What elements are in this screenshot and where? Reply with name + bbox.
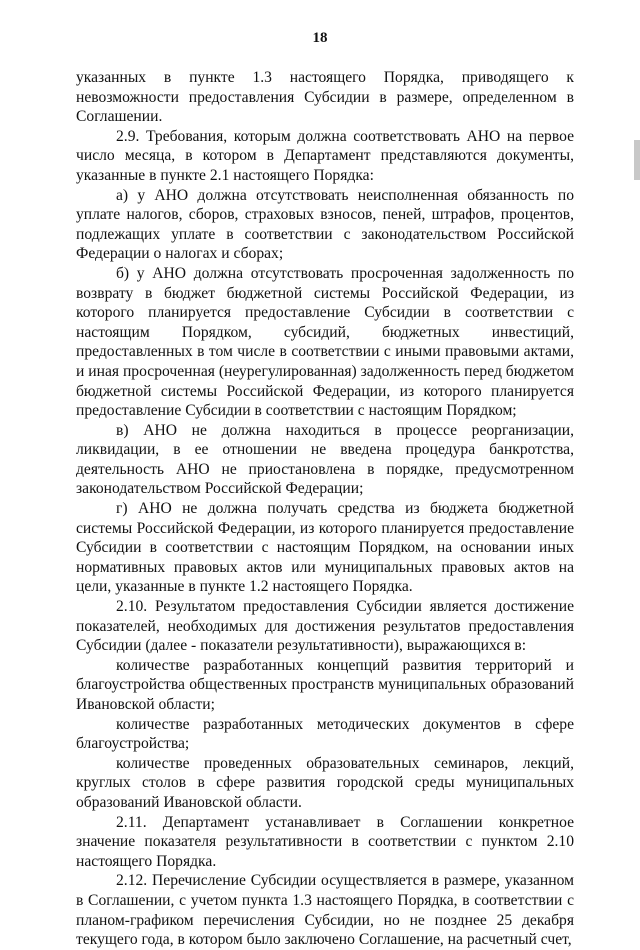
paragraph-2-10-item-3: количестве проведенных образовательных семинаров, лекций, круглых столов в сфере развития городской среды муниципальных образований Ивановской области. xyxy=(76,754,574,811)
paragraph-2-10: 2.10. Результатом предоставления Субсидии является достижение показателей, необходимых для достижения результатов предоставления Субсидии (далее - показатели результативности), выражающихся в: xyxy=(76,598,574,655)
paragraph-2-9-v: в) АНО не должна находиться в процессе реорганизации, ликвидации, в ее отношении не введена процедура банкротства, деятельность АНО не приостановлена в порядке, предусмотренном законодательством Российской Федерации; xyxy=(76,421,574,498)
paragraph-2-10-item-1: количестве разработанных концепций развития территорий и благоустройства общественных пространств муниципальных образований Ивановской области; xyxy=(76,656,574,713)
document-body xyxy=(76,68,574,950)
paragraph-continuation: указанных в пункте 1.3 настоящего Порядка, приводящего к невозможности предоставления Субсидии в размере, определенном в Соглашении. xyxy=(76,69,574,126)
paragraph-2-10-item-2: количестве разработанных методических документов в сфере благоустройства; xyxy=(76,715,574,753)
paragraph-2-9: 2.9. Требования, которым должна соответствовать АНО на первое число месяца, в котором в Департамент представляются документы, указанные в пункте 2.1 настоящего Порядка: xyxy=(76,127,574,184)
paragraph-2-9-a: а) у АНО должна отсутствовать неисполненная обязанность по уплате налогов, сборов, страховых взносов, пеней, штрафов, процентов, подлежащих уплате в соответствии с законодательством Российской Федерации о налогах и сборах; xyxy=(76,186,574,263)
paragraph-2-9-g: г) АНО не должна получать средства из бюджета бюджетной системы Российской Федерации, из которого планируется предоставление Субсидии в соответствии с настоящим Порядком, на основании иных нормативных правовых актов или муниципальных правовых актов на цели, указанные в пункте 1.2 настоящего Порядка. xyxy=(76,500,574,596)
paragraph-2-12: 2.12. Перечисление Субсидии осуществляется в размере, указанном в Соглашении, с учетом пункта 1.3 настоящего Порядка, в соответствии с планом-графиком перечисления Субсидии, но не позднее 25 декабря текущего года, в котором было заключено Соглашение, на расчетный счет, xyxy=(76,872,574,949)
paragraph-2-11: 2.11. Департамент устанавливает в Соглашении конкретное значение показателя результативности в соответствии с пунктом 2.10 настоящего Порядка. xyxy=(76,813,574,870)
paragraph-2-9-b: б) у АНО должна отсутствовать просроченная задолженность по возврату в бюджет бюджетной системы Российской Федерации, из которого планируется предоставление Субсидии в соответствии с настоящим Порядком, субсидий, бюджетных инвестиций, предоставленных в том числе в соответствии с иными правовыми актами, и иная просроченная (неурегулированная) задолженность перед бюджетом бюджетной системы Российской Федерации, из которого планируется предоставление Субсидии в соответствии с настоящим Порядком; xyxy=(76,264,574,420)
scan-edge-mark xyxy=(634,140,640,180)
page-number: 18 xyxy=(312,30,328,46)
